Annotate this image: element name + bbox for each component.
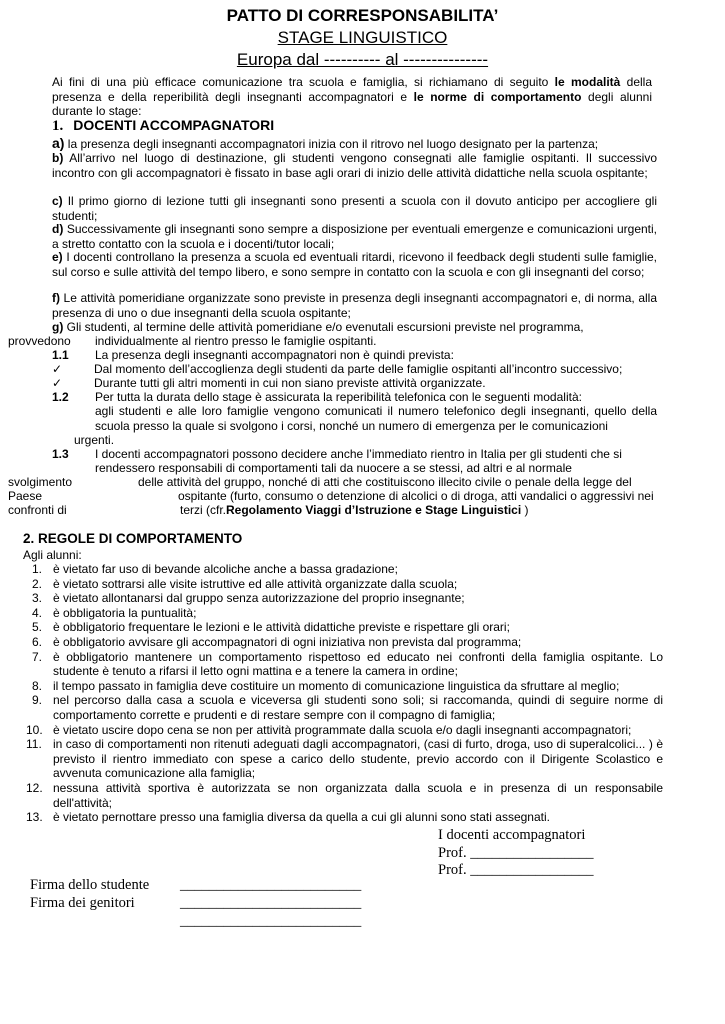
rule-text: il tempo passato in famiglia deve costituire un momento di comunicazione linguistica da sfruttare al meglio;: [53, 678, 620, 693]
student-signature-label: Firma dello studente: [30, 877, 150, 893]
item-e-letter: e): [52, 250, 63, 264]
rule-number: 10.: [26, 722, 43, 737]
stage-period: Europa dal ---------- al ---------------: [236, 50, 489, 69]
prof-signature-1[interactable]: Prof. _________________: [438, 845, 594, 861]
sub-1-3-line-5-text: terzi (cfr.: [180, 503, 227, 517]
intro-paragraph: [52, 75, 652, 119]
rule-number: 11.: [26, 737, 42, 752]
rule-number: 4.: [32, 605, 43, 620]
item-b: [52, 151, 657, 180]
section-2-title: REGOLE DI COMPORTAMENTO: [38, 531, 243, 546]
rule-number: 6.: [32, 634, 43, 649]
item-b-letter: b): [52, 151, 64, 165]
item-b-text: All’arrivo nel luogo di destinazione, gli studenti vengono consegnati alle famiglie ospitanti. Il successivo incontro con gli accompagnatori è fissato in base agli orari di inizio delle attività didattiche nella scuola ospitante;: [52, 151, 657, 180]
rule-number: 12.: [26, 780, 43, 795]
rule-item: [23, 606, 663, 621]
rule-item: [23, 810, 663, 825]
item-a-text: la presenza degli insegnanti accompagnatori inizia con il ritrovo nel luogo designato per la partenza;: [64, 137, 599, 151]
item-c-text: Il primo giorno di lezione tutti gli insegnanti sono presenti a scuola con il dovuto anticipo per accogliere gli studenti;: [52, 194, 657, 223]
item-f-letter: f): [52, 291, 60, 305]
item-g-continuation-label: provvedono: [8, 334, 71, 348]
rule-text: è vietato sottrarsi alle visite istruttive ed alle attività organizzate dalla scuola;: [53, 576, 458, 591]
rule-item: [23, 635, 663, 650]
rule-number: 9.: [32, 693, 43, 708]
section-2-intro: Agli alunni:: [23, 548, 82, 562]
rule-text: è obbligatoria la puntualità;: [53, 605, 197, 620]
intro-text-3: degli alunni durante lo stage:: [52, 89, 652, 119]
rule-text: in caso di comportamenti non ritenuti adeguati dagli accompagnatori, (casi di furto, droga, uso di superalcolici... ) è previsto il rientro immediato con spese a carico dello studente, previo accordo con il Dirigente Scolastico e avvenuta comunicazione alla famiglia;: [53, 737, 663, 781]
rule-number: 2.: [32, 576, 43, 591]
rule-number: 5.: [32, 620, 43, 635]
section-1-number: 1.: [52, 118, 64, 134]
rules-list: [23, 562, 663, 825]
teachers-heading: I docenti accompagnatori: [438, 827, 586, 843]
rule-text: è obbligatorio mantenere un comportamento rispettoso ed educato nei confronti della famiglia ospitante. Lo studente è tenuto a rifarsi il letto ogni mattina e a tenere la camera in ordine;: [53, 649, 663, 679]
rule-number: 3.: [32, 591, 43, 606]
sub-1-3-line-2: rendessero responsabili di comportamenti tali da nuocere a se stessi, ad altri e al normale: [95, 461, 572, 475]
rule-item: [23, 620, 663, 635]
section-1-heading: [52, 118, 274, 134]
item-a: [52, 136, 657, 152]
item-f-text: Le attività pomeridiane organizzate sono previste in presenza degli insegnanti accompagnatori e, di norma, alla presenza di uno o due insegnanti della scuola ospitante;: [52, 291, 657, 320]
rule-item: [23, 737, 663, 781]
document-subtitle: STAGE LINGUISTICO: [277, 28, 448, 47]
document-title: PATTO DI CORRESPONSABILITA’: [226, 6, 499, 25]
intro-bold-1: le modalità: [554, 75, 621, 89]
sub-1-3-line-3-label: svolgimento: [8, 475, 73, 489]
rule-number: 13.: [26, 810, 43, 825]
checkmark-icon: ✓: [52, 362, 63, 376]
item-c-letter: c): [52, 194, 63, 208]
item-d: [52, 222, 657, 251]
item-a-letter: a): [52, 135, 65, 151]
sub-1-3-line-4-label: Paese: [8, 489, 43, 503]
check-item-1: [52, 362, 622, 377]
intro-text-2: della presenza e della reperibilità degli insegnanti accompagnatori e: [52, 75, 653, 104]
sub-1-3-line-1: I docenti accompagnatori possono decidere anche l’immediato rientro in Italia per gli studenti che si: [95, 447, 622, 461]
item-g-letter: g): [52, 320, 64, 334]
check-item-2-text: Durante tutti gli altri momenti in cui non siano previste attività organizzate.: [94, 376, 486, 390]
parent-signature-line-2[interactable]: _________________________: [180, 913, 362, 929]
item-f: [52, 291, 657, 320]
sub-1-3-line-3: delle attività del gruppo, nonché di atti che costituiscono illecito civile o penale della legge del: [138, 475, 632, 489]
section-2-heading: [23, 532, 242, 547]
intro-text-1: Ai fini di una più efficace comunicazione tra scuola e famiglia, si richiamano di seguito: [52, 75, 555, 89]
rule-item: [23, 679, 663, 694]
parent-signature-line-1[interactable]: _________________________: [180, 895, 362, 911]
item-d-text: Successivamente gli insegnanti sono sempre a disposizione per eventuali emergenze e comunicazioni urgenti, a stretto contatto con la scuola e i docenti/tutor locali;: [52, 222, 657, 251]
item-c: [52, 194, 657, 223]
sub-1-3-number: 1.3: [52, 447, 69, 461]
rule-item: [23, 723, 663, 738]
sub-1-1-number: 1.1: [52, 348, 69, 362]
rule-item: [23, 781, 663, 810]
sub-1-1-text: La presenza degli insegnanti accompagnatori non è quindi prevista:: [95, 348, 454, 362]
sub-1-3-line-4: ospitante (furto, consumo o detenzione di alcolici o di droga, atti vandalici o aggressivi nei: [178, 489, 654, 503]
sub-1-3-line-5-end: ): [521, 503, 529, 517]
rule-text: è obbligatorio frequentare le lezioni e le attività didattiche previste e rispettare gli orari;: [53, 620, 510, 635]
item-g-continuation: individualmente al rientro presso le famiglie ospitanti.: [95, 334, 377, 348]
parents-signature-label: Firma dei genitori: [30, 895, 135, 911]
rule-item: [23, 562, 663, 577]
section-1-title: DOCENTI ACCOMPAGNATORI: [73, 117, 275, 133]
rule-text: è vietato uscire dopo cena se non per attività programmate dalla scuola e/o dagli insegnanti accompagnatori;: [53, 722, 632, 737]
item-g: [52, 320, 657, 335]
rule-number: 8.: [32, 678, 43, 693]
sub-1-3-line-5: [180, 503, 529, 518]
intro-bold-2: le norme di comportamento: [413, 89, 582, 104]
item-g-text: Gli studenti, al termine delle attività pomeridiane e/o evenutali escursioni previste nel programma,: [63, 320, 584, 334]
regulation-reference: Regolamento Viaggi d’Istruzione e Stage Linguistici: [226, 503, 522, 517]
sub-1-3-line-5-label: confronti di: [8, 503, 67, 517]
rule-text: è vietato pernottare presso una famiglia diversa da quella a cui gli alunni sono stati assegnati.: [53, 810, 550, 825]
rule-text: nel percorso dalla casa a scuola e viceversa gli studenti sono soli; si raccomanda, quindi di seguire norme di comportamento corrette e prudenti e di restare sempre con il compagno di famiglia;: [53, 693, 663, 722]
rule-text: è vietato far uso di bevande alcoliche anche a bassa gradazione;: [53, 562, 398, 576]
rule-text: nessuna attività sportiva è autorizzata se non organizzata dalla scuola e in presenza di un responsabile dell'attività;: [53, 780, 663, 810]
sub-1-2-detail: agli studenti e alle loro famiglie vengono comunicati il numero telefonico degli insegnanti, quello della scuola presso la quale si svolgono i corsi, nonché un numero di emergenza per le comunicazioni: [95, 404, 657, 433]
check-item-1-text: Dal momento dell’accoglienza degli studenti da parte delle famiglie ospitanti all’incontro successivo;: [94, 362, 623, 376]
rule-item: [23, 577, 663, 592]
rule-text: è vietato allontanarsi dal gruppo senza autorizzazione del proprio insegnante;: [53, 591, 465, 606]
prof-signature-2[interactable]: Prof. _________________: [438, 862, 594, 878]
rule-item: [23, 693, 663, 722]
sub-1-2-detail-end: urgenti.: [74, 433, 115, 447]
student-signature-line[interactable]: _________________________: [180, 877, 362, 893]
rule-item: [23, 650, 663, 679]
rule-text: è obbligatorio avvisare gli accompagnatori di ogni iniziativa non prevista dal programma;: [53, 634, 522, 649]
rule-item: [23, 591, 663, 606]
item-e-text: I docenti controllano la presenza a scuola ed eventuali ritardi, ricevono il feedback degli studenti sulle famiglie, sul corso e sulle attività del tempo libero, e sono sempre in contatto con la scuola e con gli insegnanti del corso;: [52, 250, 657, 279]
check-item-2: [52, 376, 486, 391]
section-2-number: 2.: [23, 531, 35, 546]
sub-1-2-text: Per tutta la durata dello stage è assicurata la reperibilità telefonica con le seguenti modalità:: [95, 390, 582, 404]
sub-1-2-number: 1.2: [52, 390, 69, 404]
item-e: [52, 250, 657, 279]
rule-number: 1.: [32, 562, 43, 576]
item-d-letter: d): [52, 222, 64, 236]
checkmark-icon: ✓: [52, 376, 63, 390]
rule-number: 7.: [32, 649, 43, 664]
